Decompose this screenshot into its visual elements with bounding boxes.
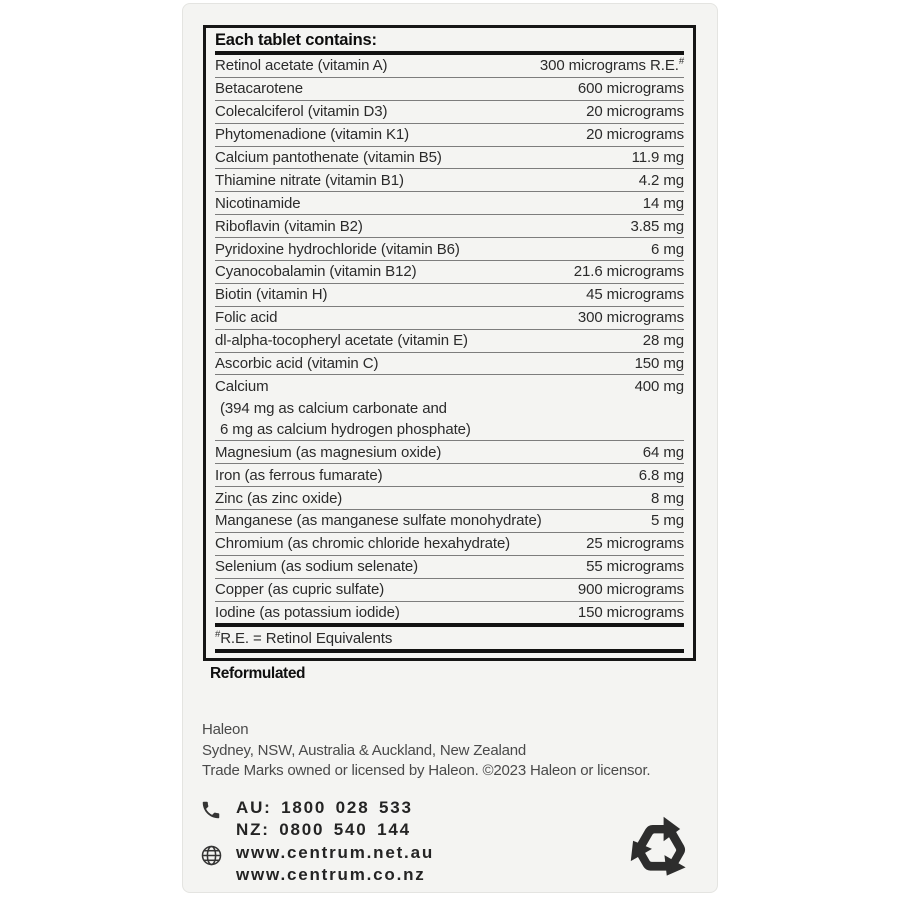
ingredient-amount: 21.6 micrograms (573, 263, 684, 281)
ingredient-amount: 28 mg (642, 332, 684, 350)
website-group (200, 842, 434, 885)
table-row (215, 579, 684, 602)
table-row (215, 238, 684, 261)
ingredient-amount: 6 mg (651, 240, 684, 258)
ingredient-name: Retinol acetate (vitamin A) (215, 57, 388, 75)
ingredient-amount: 45 micrograms (586, 286, 684, 304)
ingredient-name: Chromium (as chromic chloride hexahydrate) (215, 535, 511, 553)
ingredient-name: Pyridoxine hydrochloride (vitamin B6) (215, 240, 460, 258)
company-trademark: Trade Marks owned or licensed by Haleon. ©2023 Haleon or licensor. (202, 762, 651, 779)
table-row (215, 284, 684, 307)
table-row (215, 487, 684, 510)
ingredient-amount: 300 micrograms R.E.# (539, 56, 684, 75)
table-rows (215, 55, 684, 623)
ingredient-amount: 8 mg (651, 489, 684, 507)
ingredient-subline: (394 mg as calcium carbonate and (220, 399, 447, 417)
website-nz: www.centrum.co.nz (236, 864, 426, 884)
recycling-symbol-icon (623, 811, 697, 883)
ingredient-name: Colecalciferol (vitamin D3) (215, 103, 388, 121)
ingredient-name: Copper (as cupric sulfate) (215, 581, 385, 599)
ingredient-amount: 20 micrograms (586, 126, 684, 144)
ingredient-amount: 600 micrograms (577, 80, 684, 98)
ingredient-name: Calcium pantothenate (vitamin B5) (215, 149, 442, 166)
ingredient-name: Folic acid (215, 309, 278, 327)
ingredient-name: Betacarotene (215, 80, 304, 98)
ingredient-name: Iron (as ferrous fumarate) (215, 466, 383, 484)
ingredient-name: dl-alpha-tocopheryl acetate (vitamin E) (215, 332, 468, 350)
ingredient-name: Thiamine nitrate (vitamin B1) (215, 171, 404, 189)
reformulated-text: Reformulated (210, 665, 306, 682)
ingredient-amount: 6.8 mg (638, 466, 684, 484)
ingredient-name: Cyanocobalamin (vitamin B12) (215, 263, 417, 281)
ingredient-amount: 55 micrograms (586, 558, 684, 576)
ingredient-amount: 14 mg (642, 194, 684, 212)
ingredient-name: Magnesium (as magnesium oxide) (215, 443, 442, 461)
ingredient-name: Selenium (as sodium selenate) (215, 558, 419, 576)
table-row (215, 147, 684, 170)
table-row (215, 124, 684, 147)
ingredient-name: Zinc (as zinc oxide) (215, 489, 343, 507)
amount-hash-mark: # (678, 56, 684, 68)
ingredient-amount: 400 mg (634, 377, 684, 395)
ingredient-name: Biotin (vitamin H) (215, 286, 328, 304)
company-address: Sydney, NSW, Australia & Auckland, New Zealand (202, 741, 527, 759)
ingredient-amount: 4.2 mg (638, 171, 684, 189)
table-row (215, 215, 684, 238)
table-row (215, 353, 684, 376)
ingredient-name: Ascorbic acid (vitamin C) (215, 355, 379, 373)
ingredient-amount: 150 micrograms (577, 604, 684, 622)
table-row (215, 533, 684, 556)
product-label-panel (182, 3, 718, 893)
phone-icon (200, 797, 236, 821)
footnote-text: R.E. = Retinol Equivalents (220, 629, 393, 647)
table-row (215, 78, 684, 101)
ingredient-amount: 3.85 mg (630, 217, 684, 235)
table-row (215, 307, 684, 330)
table-row (215, 556, 684, 579)
ingredient-subline: 6 mg as calcium hydrogen phosphate) (220, 421, 471, 439)
company-name: Haleon (202, 721, 249, 738)
au-phone-number: AU: 1800 028 533 (236, 798, 413, 817)
ingredient-amount: 20 micrograms (586, 103, 684, 121)
ingredient-amount: 5 mg (651, 512, 684, 530)
ingredient-amount: 25 micrograms (586, 535, 684, 553)
company-block (202, 720, 650, 782)
ingredient-amount: 900 micrograms (577, 581, 684, 599)
phone-group (200, 797, 434, 840)
ingredient-name: Riboflavin (vitamin B2) (215, 217, 363, 235)
table-row (215, 55, 684, 78)
table-footnote (215, 627, 684, 649)
table-row (215, 192, 684, 215)
table-row (215, 169, 684, 192)
nz-phone-number: NZ: 0800 540 144 (236, 819, 411, 839)
table-row (215, 441, 684, 464)
table-header: Each tablet contains: (215, 30, 377, 49)
ingredient-name: Nicotinamide (215, 194, 301, 212)
website-au: www.centrum.net.au (236, 843, 435, 862)
table-row (215, 261, 684, 284)
table-row (215, 330, 684, 353)
ingredient-name: Calcium (215, 377, 269, 395)
ingredient-name: Iodine (as potassium iodide) (215, 604, 400, 622)
ingredient-amount: 150 mg (634, 355, 684, 373)
ingredient-name: Phytomenadione (vitamin K1) (215, 126, 410, 144)
globe-icon (200, 842, 236, 867)
footnote-hash-mark: # (215, 628, 221, 640)
table-row (215, 510, 684, 533)
ingredient-amount: 11.9 mg (631, 149, 684, 166)
ingredient-amount: 300 micrograms (577, 309, 684, 327)
table-row (215, 375, 684, 441)
contact-block (200, 797, 434, 885)
ingredient-amount: 64 mg (642, 443, 684, 461)
table-row (215, 464, 684, 487)
table-row (215, 101, 684, 124)
ingredients-table (203, 25, 696, 661)
ingredient-name: Manganese (as manganese sulfate monohydrate) (215, 512, 542, 530)
table-row (215, 602, 684, 624)
footnote-rule-bottom (215, 649, 684, 653)
